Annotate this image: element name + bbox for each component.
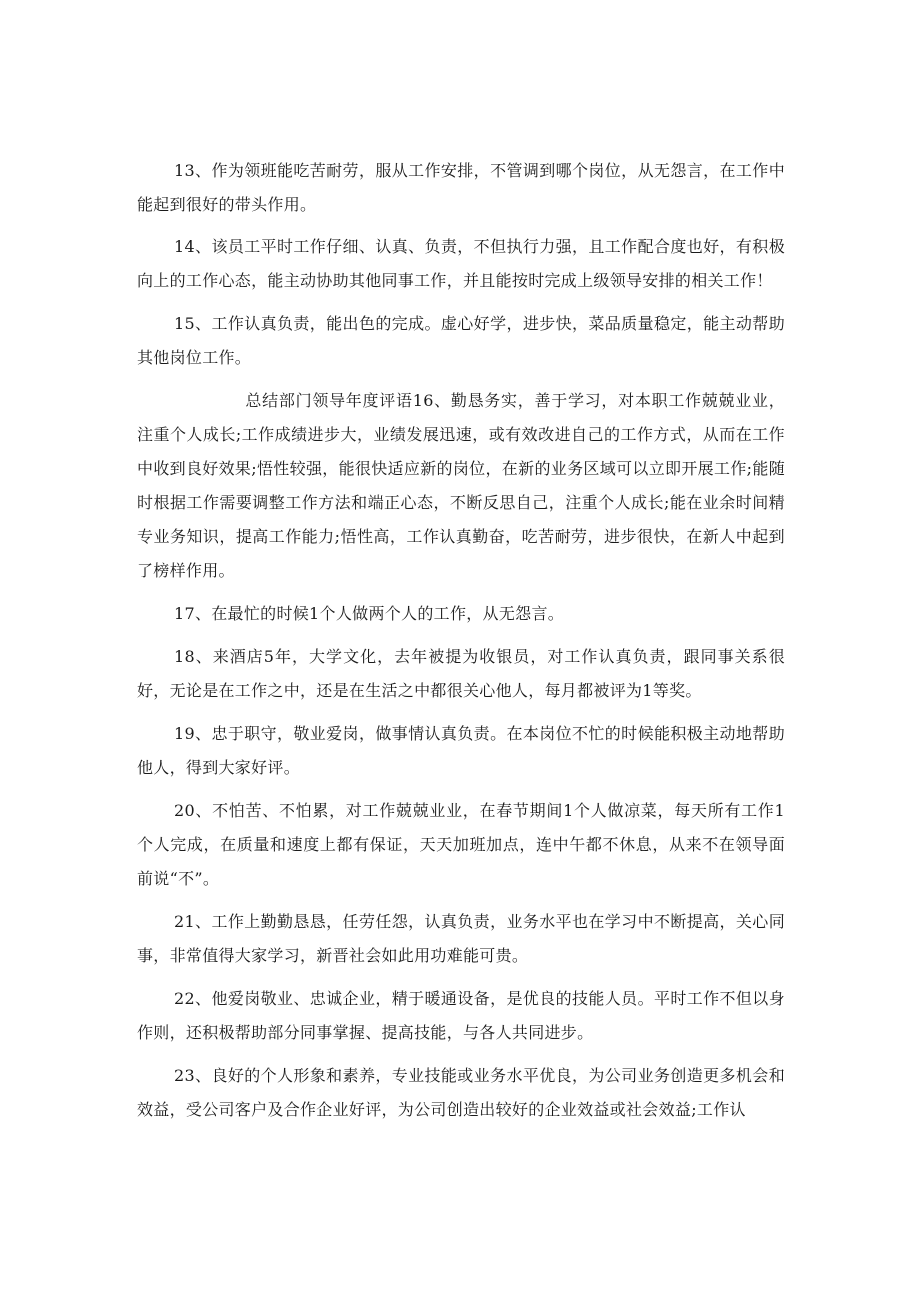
paragraph-20: 20、不怕苦、不怕累，对工作兢兢业业，在春节期间1个人做凉菜，每天所有工作1个人完成，在质量和速度上都有保证，天天加班加点，连中午都不休息，从来不在领导面前说“不”。 [137, 801, 785, 888]
paragraph-21: 21、工作上勤勤恳恳，任劳任怨，认真负责，业务水平也在学习中不断提高，关心同事，非常值得大家学习，新晋社会如此用功难能可贵。 [137, 912, 785, 965]
document-page [137, 154, 785, 1136]
paragraph-15: 15、工作认真负责，能出色的完成。虚心好学，进步快，菜品质量稳定，能主动帮助其他岗位工作。 [137, 314, 785, 367]
paragraph-18: 18、来酒店5年，大学文化，去年被提为收银员，对工作认真负责，跟同事关系很好，无论是在工作之中，还是在生活之中都很关心他人，每月都被评为1等奖。 [137, 647, 785, 700]
paragraph-19: 19、忠于职守，敬业爱岗，做事情认真负责。在本岗位不忙的时候能积极主动地帮助他人，得到大家好评。 [137, 724, 785, 777]
paragraph-17: 17、在最忙的时候1个人做两个人的工作，从无怨言。 [174, 604, 565, 623]
paragraph-16 [137, 384, 785, 588]
paragraph-16-text: 总结部门领导年度评语16、勤恳务实，善于学习，对本职工作兢兢业业，注重个人成长;工作成绩进步大，业绩发展迅速，或有效改进自己的工作方式，从而在工作中收到良好效果;悟性较强，能很快适应新的岗位，在新的业务区域可以立即开展工作;能随时根据工作需要调整工作方法和端正心态，不断反思自己，注重个人成长;能在业余时间精专业务知识，提高工作能力;悟性高，工作认真勤奋，吃苦耐劳，进步很快，在新人中起到了榜样作用。 [137, 391, 785, 580]
paragraph-13: 13、作为领班能吃苦耐劳，服从工作安排，不管调到哪个岗位，从无怨言，在工作中能起到很好的带头作用。 [137, 161, 785, 214]
paragraph-22: 22、他爱岗敬业、忠诚企业，精于暖通设备，是优良的技能人员。平时工作不但以身作则，还积极帮助部分同事掌握、提高技能，与各人共同进步。 [137, 989, 785, 1042]
paragraph-14: 14、该员工平时工作仔细、认真、负责，不但执行力强，且工作配合度也好，有积极向上的工作心态，能主动协助其他同事工作，并且能按时完成上级领导安排的相关工作！ [137, 237, 785, 290]
paragraph-23: 23、良好的个人形象和素养，专业技能或业务水平优良，为公司业务创造更多机会和效益，受公司客户及合作企业好评，为公司创造出较好的企业效益或社会效益;工作认 [137, 1066, 785, 1119]
